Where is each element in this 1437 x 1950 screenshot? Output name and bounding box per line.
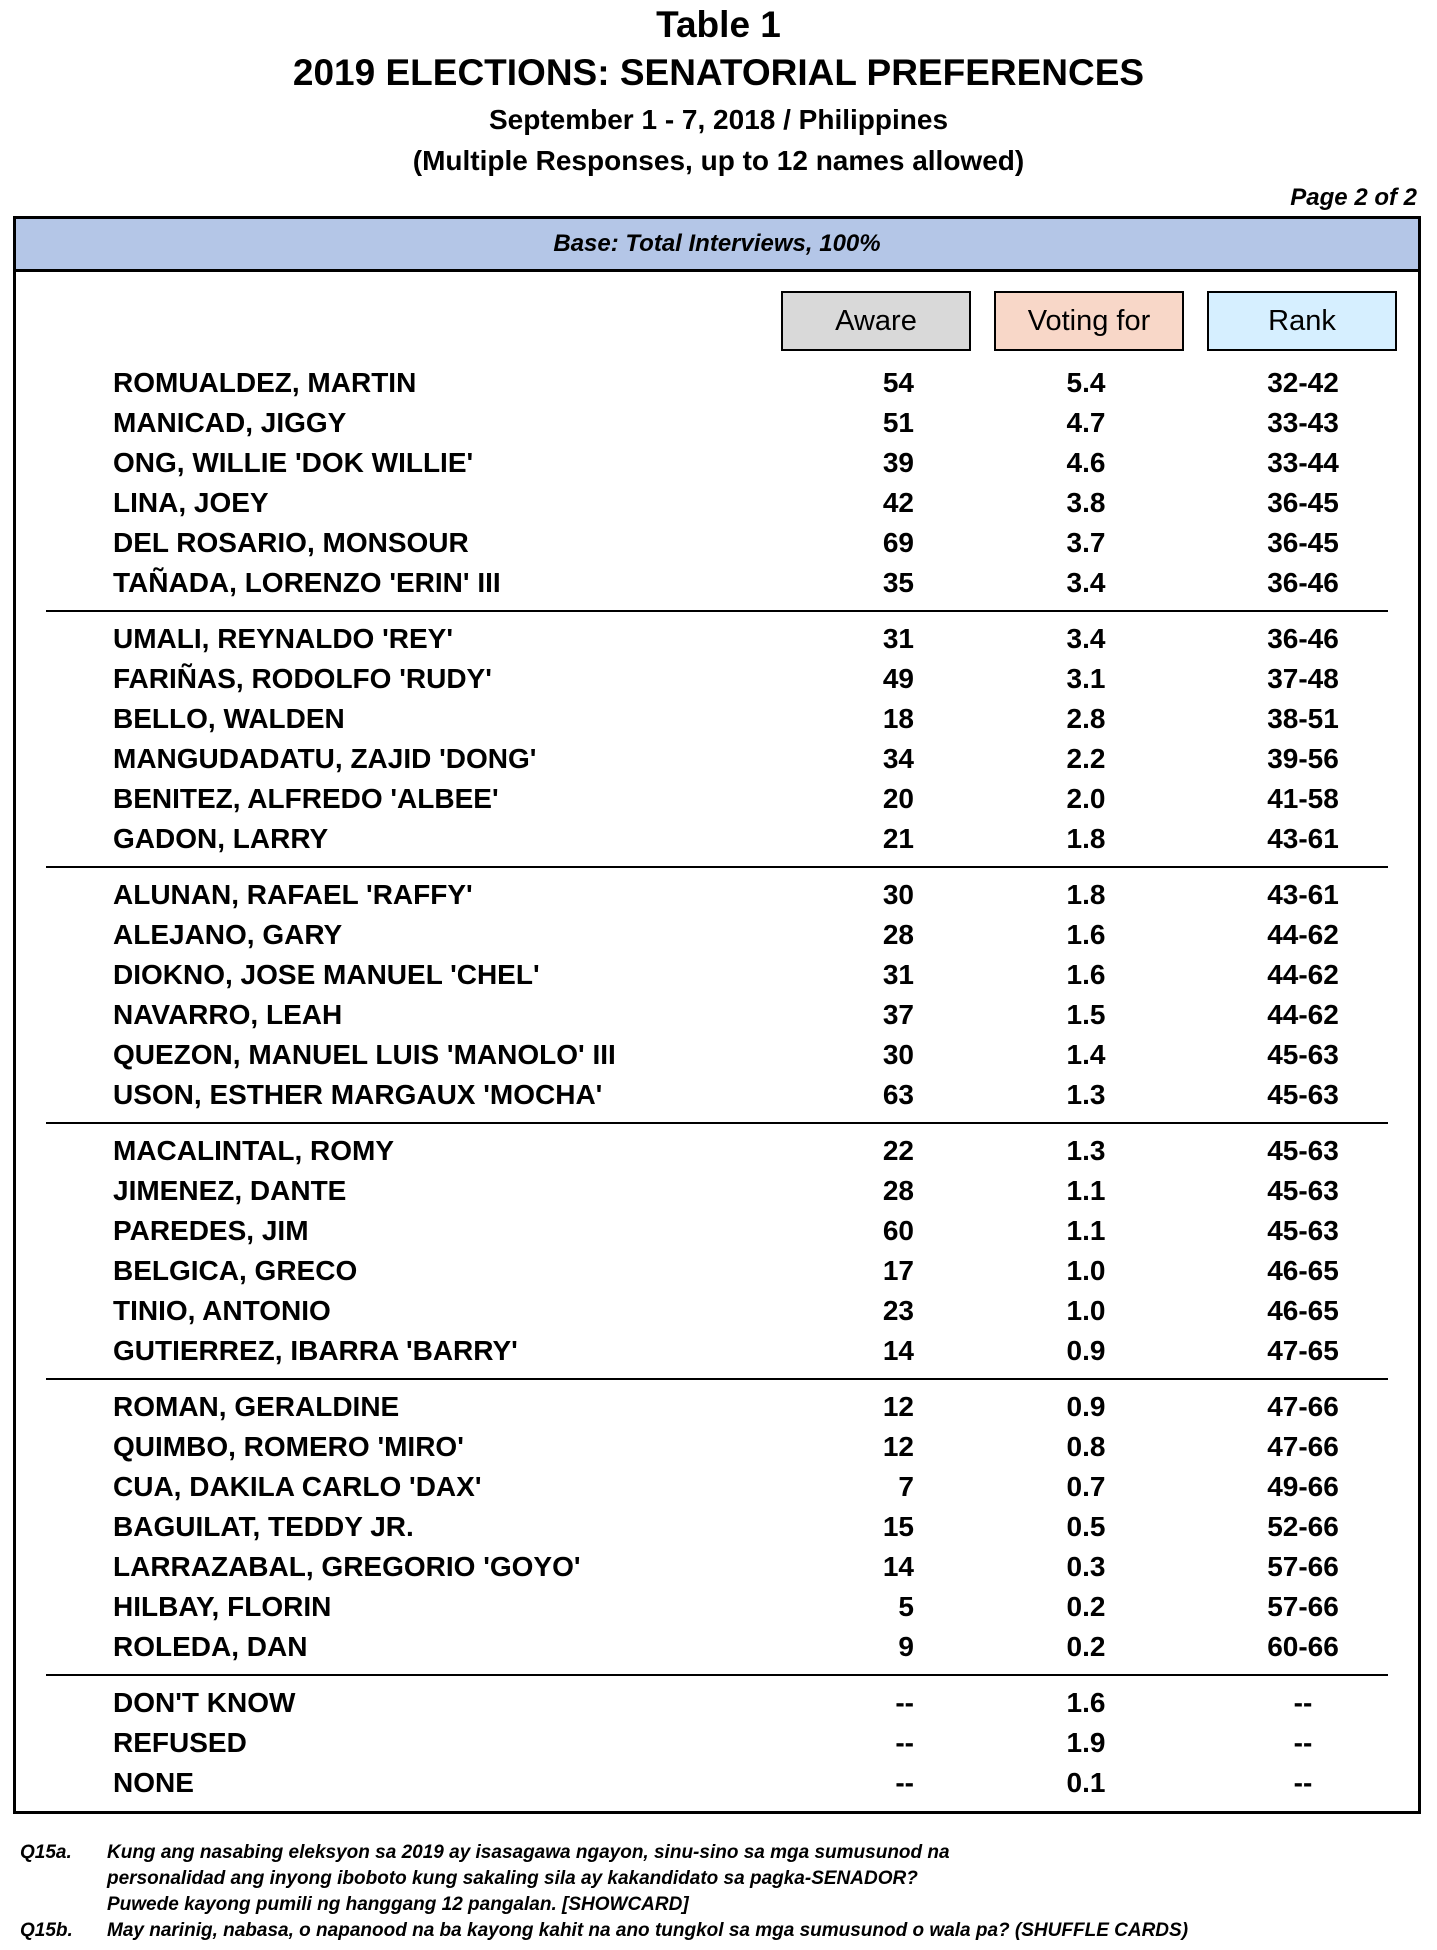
table-row — [16, 1507, 1418, 1547]
candidate-name: LINA, JOEY — [113, 487, 269, 518]
voting-value: 3.1 — [1066, 663, 1106, 694]
candidate-name: MANICAD, JIGGY — [113, 407, 347, 438]
table-row — [16, 1763, 1418, 1803]
table-row — [16, 619, 1418, 659]
rank-value: 44-62 — [1267, 999, 1339, 1030]
rank-value: 43-61 — [1267, 823, 1339, 854]
voting-value: 0.2 — [1066, 1631, 1106, 1662]
rank-value: 33-44 — [1267, 447, 1339, 478]
footnote-label: Q15b. — [20, 1920, 73, 1941]
voting-value: 1.4 — [1066, 1039, 1106, 1070]
rank-value: 49-66 — [1267, 1471, 1339, 1502]
group-divider — [16, 1371, 1418, 1387]
candidate-name: MANGUDADATU, ZAJID 'DONG' — [113, 743, 537, 774]
table-row — [16, 915, 1418, 955]
rank-value: 44-62 — [1267, 919, 1339, 950]
voting-value: 0.3 — [1066, 1551, 1106, 1582]
candidate-name: FARIÑAS, RODOLFO 'RUDY' — [113, 663, 492, 694]
voting-value: 1.3 — [1066, 1135, 1106, 1166]
table-row — [16, 1331, 1418, 1371]
aware-value: 28 — [882, 1175, 914, 1206]
aware-value: -- — [895, 1767, 914, 1798]
candidate-name: REFUSED — [113, 1727, 247, 1758]
voting-value: 1.0 — [1066, 1255, 1106, 1286]
date-place: September 1 - 7, 2018 / Philippines — [488, 104, 949, 135]
voting-value: 1.6 — [1066, 1687, 1106, 1718]
aware-value: 51 — [882, 407, 914, 438]
rank-value: 36-45 — [1267, 527, 1339, 558]
table-row — [16, 1131, 1418, 1171]
candidate-name: DIOKNO, JOSE MANUEL 'CHEL' — [113, 959, 540, 990]
column-header-voting: Voting for — [994, 291, 1184, 351]
voting-value: 0.8 — [1066, 1431, 1106, 1462]
table-row — [16, 1427, 1418, 1467]
rank-value: 38-51 — [1267, 703, 1339, 734]
base-banner: Base: Total Interviews, 100% — [16, 219, 1418, 272]
voting-value: 0.7 — [1066, 1471, 1106, 1502]
aware-value: 14 — [882, 1335, 914, 1366]
aware-value: 69 — [882, 527, 914, 558]
rank-value: 39-56 — [1267, 743, 1339, 774]
candidate-name: UMALI, REYNALDO 'REY' — [113, 623, 453, 654]
voting-value: 5.4 — [1066, 367, 1106, 398]
voting-value: 1.1 — [1066, 1215, 1106, 1246]
candidate-name: BENITEZ, ALFREDO 'ALBEE' — [113, 783, 499, 814]
page-title: 2019 ELECTIONS: SENATORIAL PREFERENCES — [292, 52, 1145, 93]
aware-value: 22 — [882, 1135, 914, 1166]
candidate-name: QUIMBO, ROMERO 'MIRO' — [113, 1431, 464, 1462]
candidate-name: PAREDES, JIM — [113, 1215, 309, 1246]
rank-value: 41-58 — [1267, 783, 1339, 814]
voting-value: 3.4 — [1066, 623, 1106, 654]
candidate-name: DEL ROSARIO, MONSOUR — [113, 527, 469, 558]
candidate-name: NAVARRO, LEAH — [113, 999, 343, 1030]
voting-value: 1.5 — [1066, 999, 1106, 1030]
candidate-name: ALEJANO, GARY — [113, 919, 343, 950]
candidate-name: ONG, WILLIE 'DOK WILLIE' — [113, 447, 474, 478]
table-row — [16, 363, 1418, 403]
aware-value: 15 — [882, 1511, 914, 1542]
footnote-label: Q15a. — [20, 1842, 72, 1863]
table-body — [16, 363, 1418, 1803]
aware-value: 63 — [882, 1079, 914, 1110]
table-row — [16, 483, 1418, 523]
aware-value: 54 — [882, 367, 914, 398]
candidate-name: LARRAZABAL, GREGORIO 'GOYO' — [113, 1551, 581, 1582]
rank-value: 45-63 — [1267, 1215, 1339, 1246]
rank-value: 47-66 — [1267, 1391, 1339, 1422]
table-row — [16, 739, 1418, 779]
column-header-aware: Aware — [781, 291, 971, 351]
table-row — [16, 699, 1418, 739]
group-divider — [16, 1115, 1418, 1131]
aware-value: 12 — [882, 1391, 914, 1422]
table-row — [16, 563, 1418, 603]
rank-value: -- — [1293, 1687, 1313, 1718]
aware-value: -- — [895, 1687, 914, 1718]
voting-value: 1.8 — [1066, 823, 1106, 854]
table-row — [16, 1075, 1418, 1115]
rank-value: 52-66 — [1267, 1511, 1339, 1542]
footnote-text: May narinig, nabasa, o napanood na ba kayong kahit na ano tungkol sa mga sumusunod o wala pa? (SHUFFLE CARDS) — [107, 1920, 1189, 1941]
voting-value: 1.0 — [1066, 1295, 1106, 1326]
candidate-name: JIMENEZ, DANTE — [113, 1175, 347, 1206]
table-row — [16, 955, 1418, 995]
table-row — [16, 1587, 1418, 1627]
candidate-name: ALUNAN, RAFAEL 'RAFFY' — [113, 879, 473, 910]
voting-value: 4.6 — [1066, 447, 1106, 478]
aware-value: 20 — [882, 783, 914, 814]
table-row — [16, 1547, 1418, 1587]
table-row — [16, 995, 1418, 1035]
column-header-rank: Rank — [1207, 291, 1397, 351]
rank-value: 60-66 — [1267, 1631, 1339, 1662]
table-row — [16, 1035, 1418, 1075]
voting-value: 2.0 — [1066, 783, 1106, 814]
candidate-name: TAÑADA, LORENZO 'ERIN' III — [113, 567, 501, 598]
rank-value: 44-62 — [1267, 959, 1339, 990]
aware-value: 23 — [882, 1295, 914, 1326]
voting-value: 0.1 — [1066, 1767, 1106, 1798]
rank-value: 57-66 — [1267, 1551, 1339, 1582]
table-row — [16, 1723, 1418, 1763]
aware-value: 35 — [882, 567, 914, 598]
voting-value: 3.7 — [1066, 527, 1106, 558]
voting-value: 1.6 — [1066, 919, 1106, 950]
rank-value: 45-63 — [1267, 1135, 1339, 1166]
aware-value: 30 — [882, 1039, 914, 1070]
rank-value: 37-48 — [1267, 663, 1339, 694]
group-divider — [16, 859, 1418, 875]
aware-value: -- — [895, 1727, 914, 1758]
footnote-text: Kung ang nasabing eleksyon sa 2019 ay isasagawa ngayon, sinu-sino sa mga sumusunod na — [107, 1842, 950, 1863]
aware-value: 9 — [898, 1631, 914, 1662]
rank-value: 32-42 — [1267, 367, 1339, 398]
aware-value: 7 — [898, 1471, 914, 1502]
table-row — [16, 779, 1418, 819]
aware-value: 39 — [882, 447, 914, 478]
voting-value: 4.7 — [1066, 407, 1106, 438]
footnote-text: Puwede kayong pumili ng hanggang 12 pangalan. [SHOWCARD] — [107, 1894, 689, 1915]
voting-value: 2.8 — [1066, 703, 1106, 734]
candidate-name: BELGICA, GRECO — [113, 1255, 358, 1286]
candidate-name: GADON, LARRY — [113, 823, 329, 854]
table-number: Table 1 — [656, 4, 781, 45]
candidate-name: MACALINTAL, ROMY — [113, 1135, 394, 1166]
rank-value: 36-46 — [1267, 567, 1339, 598]
voting-value: 0.9 — [1066, 1335, 1106, 1366]
candidate-name: ROMAN, GERALDINE — [113, 1391, 400, 1422]
candidate-name: ROLEDA, DAN — [113, 1631, 308, 1662]
group-divider — [16, 1667, 1418, 1683]
table-row — [16, 1251, 1418, 1291]
voting-value: 1.6 — [1066, 959, 1106, 990]
voting-value: 1.8 — [1066, 879, 1106, 910]
aware-value: 31 — [882, 959, 914, 990]
voting-value: 2.2 — [1066, 743, 1106, 774]
candidate-name: BAGUILAT, TEDDY JR. — [113, 1511, 414, 1542]
voting-value: 0.5 — [1066, 1511, 1106, 1542]
voting-value: 3.8 — [1066, 487, 1106, 518]
aware-value: 28 — [882, 919, 914, 950]
voting-value: 0.2 — [1066, 1591, 1106, 1622]
candidate-name: USON, ESTHER MARGAUX 'MOCHA' — [113, 1079, 603, 1110]
table-row — [16, 1291, 1418, 1331]
voting-value: 0.9 — [1066, 1391, 1106, 1422]
aware-value: 49 — [882, 663, 914, 694]
candidate-name: BELLO, WALDEN — [113, 703, 345, 734]
table-row — [16, 1387, 1418, 1427]
rank-value: 36-46 — [1267, 623, 1339, 654]
aware-value: 42 — [882, 487, 914, 518]
table-row — [16, 1171, 1418, 1211]
voting-value: 1.1 — [1066, 1175, 1106, 1206]
table-row — [16, 1683, 1418, 1723]
aware-value: 30 — [882, 879, 914, 910]
results-table — [13, 216, 1421, 1814]
aware-value: 17 — [882, 1255, 914, 1286]
aware-value: 12 — [882, 1431, 914, 1462]
table-row — [16, 1627, 1418, 1667]
rank-value: 47-65 — [1267, 1335, 1339, 1366]
rank-value: -- — [1293, 1767, 1313, 1798]
rank-value: 46-65 — [1267, 1295, 1339, 1326]
rank-value: 57-66 — [1267, 1591, 1339, 1622]
voting-value: 1.3 — [1066, 1079, 1106, 1110]
candidate-name: ROMUALDEZ, MARTIN — [113, 367, 417, 398]
candidate-name: TINIO, ANTONIO — [113, 1295, 331, 1326]
table-row — [16, 875, 1418, 915]
aware-value: 34 — [882, 743, 914, 774]
table-row — [16, 1211, 1418, 1251]
table-row — [16, 443, 1418, 483]
aware-value: 5 — [898, 1591, 914, 1622]
aware-value: 31 — [882, 623, 914, 654]
rank-value: 43-61 — [1267, 879, 1339, 910]
table-row — [16, 403, 1418, 443]
rank-value: 45-63 — [1267, 1175, 1339, 1206]
rank-value: 36-45 — [1267, 487, 1339, 518]
table-row — [16, 1467, 1418, 1507]
voting-value: 3.4 — [1066, 567, 1106, 598]
rank-value: -- — [1293, 1727, 1313, 1758]
footnote-text: personalidad ang inyong iboboto kung sakaling sila ay kakandidato sa pagka-SENADOR? — [107, 1868, 918, 1889]
page-number: Page 2 of 2 — [1290, 184, 1417, 211]
aware-value: 37 — [882, 999, 914, 1030]
aware-value: 21 — [882, 823, 914, 854]
aware-value: 14 — [882, 1551, 914, 1582]
candidate-name: DON'T KNOW — [113, 1687, 296, 1718]
rank-value: 45-63 — [1267, 1039, 1339, 1070]
aware-value: 60 — [882, 1215, 914, 1246]
table-row — [16, 523, 1418, 563]
candidate-name: GUTIERREZ, IBARRA 'BARRY' — [113, 1335, 518, 1366]
candidate-name: QUEZON, MANUEL LUIS 'MANOLO' III — [113, 1039, 616, 1070]
aware-value: 18 — [882, 703, 914, 734]
voting-value: 1.9 — [1066, 1727, 1106, 1758]
table-row — [16, 659, 1418, 699]
candidate-name: NONE — [113, 1767, 194, 1798]
rank-value: 46-65 — [1267, 1255, 1339, 1286]
group-divider — [16, 603, 1418, 619]
rank-value: 47-66 — [1267, 1431, 1339, 1462]
subtitle: (Multiple Responses, up to 12 names allowed) — [412, 145, 1025, 176]
table-row — [16, 819, 1418, 859]
candidate-name: CUA, DAKILA CARLO 'DAX' — [113, 1471, 482, 1502]
candidate-name: HILBAY, FLORIN — [113, 1591, 332, 1622]
rank-value: 33-43 — [1267, 407, 1339, 438]
rank-value: 45-63 — [1267, 1079, 1339, 1110]
